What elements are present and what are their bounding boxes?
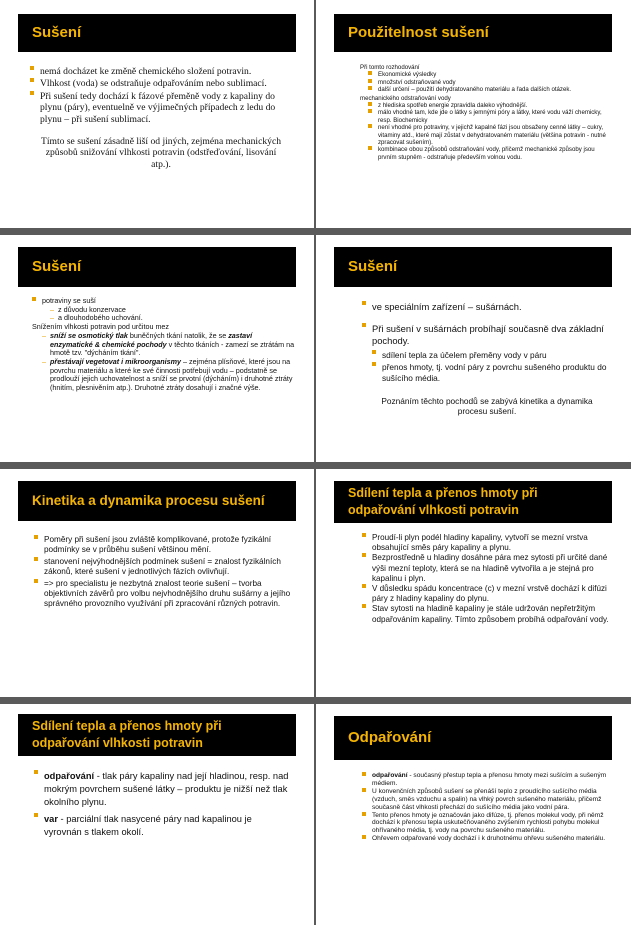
bullet-text: Ohřevem odpařované vody dochází i k druhotnému ohřevu sušeného materiálu. [372,835,606,843]
text: v těchto tkáních - zamezí se ztrátám na hmotě tzv. "dýcháním tkání". [50,339,295,358]
bullet-text: Tento přenos hmoty je označován jako difúze, tj. přenos molekul vody, při němž dochází k přenosu tepla uskutečňovaného zvýšením rychlosti pohybu molekul ohřívaného média, tj. vody na povrchu sušeného materiálu. [372,811,604,835]
slide-2-mech-heading: mechanického odstraňování vody [360,94,451,102]
slide-7-title-bar [18,714,296,756]
slide-2[interactable] [316,0,630,228]
bullet-text: Stav sytosti na hladině kapaliny je stále udržován nepřetržitým odpařováním kapaliny. Tímto způsobem probíhá odpařování vody. [372,604,609,624]
slide-2-intro: Při tomto rozhodování [360,64,420,71]
text: – zejména plísňové, které jsou na povrchu materiálu a které ke své činnosti potřebují vodu – podstatně se prodlouží jejich uchovatelnost a sníží se prvotní (dýcháním) i druhotné ztráty (hnitím, plesnivěním atp.). Druhotné ztráty dosahují i značné výše. [50,356,293,393]
slide-1-title: Sušení [32,24,82,41]
bullet-text: Při sušení tedy dochází k fázové přeměně vody z kapaliny do plynu (páry), eventuelně ve výjimečných případech z ledu do plynu – při sušení sublimací. [40,90,276,125]
slide-7-title: Sdílení tepla a přenos hmoty při odpařování vlhkosti potravin [32,719,222,750]
slide-7-bullets [34,770,292,839]
term: var [44,814,58,824]
list-item: další určení – použití dehydratovaného materiálu a řada dalších otázek. [378,86,572,94]
slide-4[interactable] [316,235,630,462]
bullet-text: - parciální tlak nasycené páry nad kapalinou je vyrovnán s tlakem okolí. [44,814,252,837]
slide-3-subs [42,332,296,393]
slide-5[interactable] [0,469,314,697]
bullet-text: ve speciálním zařízení – sušárnách. [372,301,522,312]
list-item: z hlediska spotřeb energie zpravidla daleko výhodnější. [378,102,528,110]
bullet-text: U konvenčních způsobů sušení se přenáší teplo z proudícího sušícího média (vzduch, směs vzduchu a spalin) na vlhký povrch sušeného materiálu, přičemž současně část vlhkosti přechází do sušícího média jako vodní pára. [372,787,602,811]
bullet-text: => pro specialistu je nezbytná znalost teorie sušení – tvorba objektivních závěrů pro volbu nejvhodnějšího druhu sušárny a jejího správného provozního využívání při zpracování různých potravin. [44,578,291,609]
slide-2-mech-items [368,102,612,161]
slide-2-items [368,71,612,93]
slide-8-bullets [362,772,612,843]
row-divider-2 [0,462,631,469]
list-item: není vhodné pro potraviny, v jejichž kapalné fázi jsou obsaženy cenné látky – cukry, vitaminy atd., které mají zůstat v dehydratovaném materiálu (většina potravin - nutné zpracovat sušením). [378,124,606,147]
slide-3-line: Snížením vlhkosti potravin pod určitou mez [32,322,170,332]
bullet-text: Vlhkost (voda) se odstraňuje odpařováním nebo sublimací. [40,78,267,90]
slide-3-title: Sušení [32,258,82,275]
emphasis: přestávají vegetovat i mikroorganismy [50,356,182,366]
slide-3-title-bar [18,247,296,287]
slide-1-bullets [30,66,292,125]
term: odpařování [372,772,408,779]
slide-5-bullets [34,535,292,610]
bullet-text: - tlak páry kapaliny nad její hladinou, resp. nad mokrým povrchem sušené látky – produktu je nižší než tlak okolního plynu. [44,771,289,807]
text: buněčných tkání natolik, že se [127,330,229,340]
bullet-text: potraviny se suší [42,296,96,305]
slide-4-bullets [362,301,612,348]
slide-4-title-bar [334,247,612,287]
slide-1-title-bar [18,14,296,52]
row-divider-1 [0,228,631,235]
slide-5-title-bar [18,481,296,521]
bullet-text: Při sušení v sušárnách probíhají současně dva základní pochody. [372,322,604,347]
row-divider-3 [0,697,631,704]
slide-6[interactable] [316,469,630,697]
bullet-text: Bezprostředně u hladiny dosáhne pára mez sytosti při určité dané výši mezní teploty, která se na hladině vytvořila a je stejná pro kapalinu i plyn. [372,553,608,583]
slide-8-title-bar [334,716,612,760]
slide-8-title: Odpařování [348,729,432,746]
sub-item: z důvodu konzervace [58,304,126,314]
list-item: málo vhodné tam, kde jde o látky s jemnými póry a látky, které vodu váží chemicky, resp. Biochemicky [378,109,602,124]
sub-item: přenos hmoty, tj. vodní páry z povrchu sušeného produktu do sušícího média. [382,362,607,383]
list-item: Ekonomické výsledky [378,71,437,79]
list-item: množství odstraňované vody [378,78,456,86]
bullet-text: Poměry při sušení jsou zvláště komplikované, protože fyzikální podmínky se v průběhu sušení většinou mění. [44,535,272,555]
slide-6-bullets [362,533,612,625]
bullet-text: nemá docházet ke změně chemického složení potravin. [40,66,252,77]
term: odpařování [44,771,95,781]
slide-2-title: Použitelnost sušení [348,24,489,41]
slide-3[interactable] [0,235,314,462]
bullet-text: V důsledku spádu koncentrace (c) v mezní vrstvě dochází k difúzi páry z hladiny kapaliny do plynu. [372,584,607,604]
slide-2-title-bar [334,14,612,52]
sub-item: a dlouhodobého uchování. [58,313,143,323]
slide-3-bullets [32,297,296,323]
slide-4-title: Sušení [348,258,398,275]
slide-6-title: Sdílení tepla a přenos hmoty při odpařování vlhkosti potravin [348,486,538,517]
slide-4-note: Poznáním těchto pochodů se zabývá kinetika a dynamika procesu sušení. [381,395,593,417]
slide-8[interactable] [316,704,630,925]
slide-1[interactable] [0,0,314,228]
list-item: kombinace obou způsobů odstraňování vody, přičemž mechanické způsoby jsou prvním stupněm - odstraňuje především volnou vodu. [378,146,595,161]
bullet-text: - současný přestup tepla a přenosu hmoty mezi sušícím a sušeným médiem. [372,772,607,787]
bullet-text: stanovení nejvýhodnějších podmínek sušení = znalost fyzikálních zákonů, které sušení v jednotlivých fázích ovlivňují. [44,556,281,577]
emphasis: zastaví enzymatické & chemické pochody [50,330,253,349]
slide-4-subs [372,350,612,384]
slide-5-title: Kinetika a dynamika procesu sušení [32,493,265,508]
slide-1-note: Tímto se sušení zásadně liší od jiných, zejména mechanických způsobů snižování vlhkosti potravin (odstřeďování, lisování atp.). [40,136,282,170]
sub-item: sdílení tepla za účelem přeměny vody v páru [382,349,547,360]
bullet-text: Proudí-li plyn podél hladiny kapaliny, vytvoří se mezní vrstva obsahující směs páry kapaliny a plynu. [372,533,588,553]
slide-6-title-bar [334,481,612,523]
slide-7[interactable] [0,704,314,925]
emphasis: sníží se osmotický tlak [50,330,128,340]
